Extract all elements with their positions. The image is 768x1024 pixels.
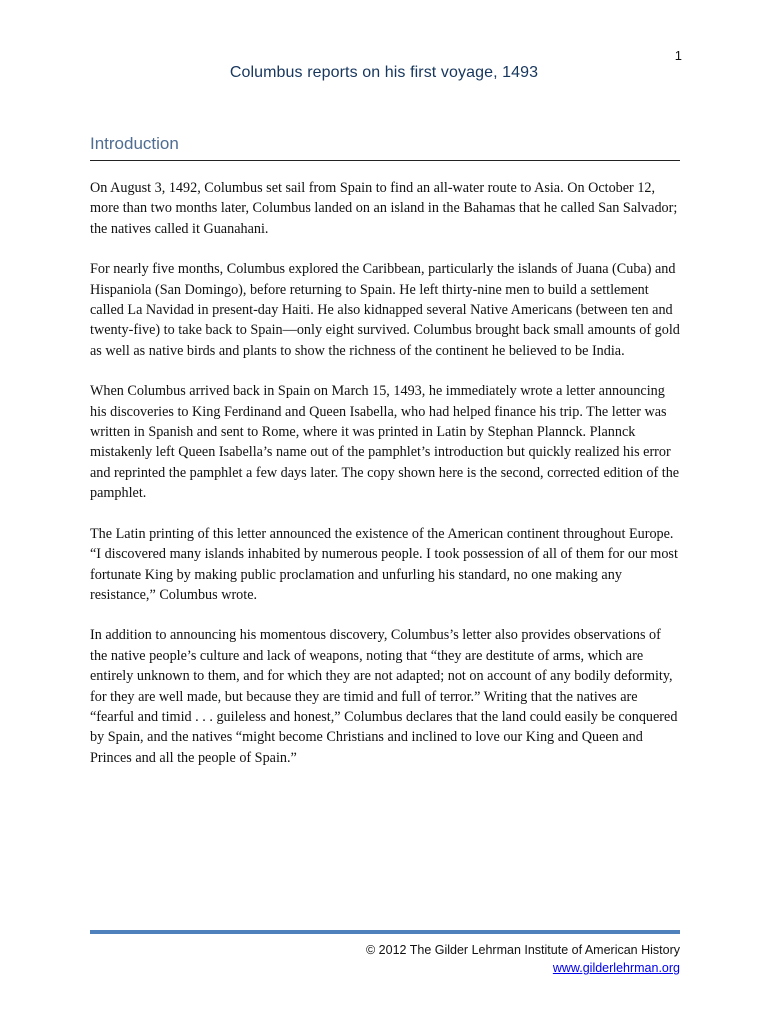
footer-divider — [90, 930, 680, 934]
heading-divider — [90, 160, 680, 161]
paragraph: When Columbus arrived back in Spain on March 15, 1493, he immediately wrote a letter announcing his discoveries to King Ferdinand and Queen Isabella, who had helped finance his trip. The letter was written in Spanish and sent to Rome, where it was printed in Latin by Stephan Plannck. Plannck mistakenly left Queen Isabella’s name out of the pamphlet’s introduction but quickly realized his error and reprinted the pamphlet a few days later. The copy shown here is the second, corrected edition of the pamphlet. — [90, 383, 680, 502]
document-title: Columbus reports on his first voyage, 1493 — [229, 64, 539, 81]
paragraph: For nearly five months, Columbus explored the Caribbean, particularly the islands of Juana (Cuba) and Hispaniola (San Domingo), before returning to Spain. He left thirty-nine men to build a settlement called La Navidad in present-day Haiti. He also kidnapped several Native Americans (between ten and twenty-five) to take back to Spain—only eight survived. Columbus brought back small amounts of gold as well as native birds and plants to show the richness of the continent he believed to be India. — [90, 261, 680, 359]
paragraph: The Latin printing of this letter announced the existence of the American continent throughout Europe. “I discovered many islands inhabited by numerous people. I took possession of all of them for our most fortunate King by making public proclamation and unfurling his standard, no one making any resistance,” Columbus wrote. — [90, 525, 678, 603]
body-text — [90, 178, 680, 788]
paragraph: In addition to announcing his momentous discovery, Columbus’s letter also provides observations of the native people’s culture and lack of weapons, noting that “they are destitute of arms, which are entirely unknown to them, and for which they are not adapted; not on account of any bodily deformity, for they are well made, but because they are timid and full of terror.” Writing that the natives are “fearful and timid . . . guileless and honest,” Columbus declares that the land could easily be conquered by Spain, and the natives “might become Christians and inclined to love our King and Queen and Princes and all the people of Spain.” — [90, 627, 678, 766]
footer-website-link[interactable]: www.gilderlehrman.org — [552, 961, 680, 975]
section-heading: Introduction — [90, 134, 179, 153]
paragraph: On August 3, 1492, Columbus set sail from Spain to find an all-water route to Asia. On October 12, more than two months later, Columbus landed on an island in the Bahamas that he called San Salvador; the natives called it Guanahani. — [90, 180, 678, 237]
footer-copyright: © 2012 The Gilder Lehrman Institute of American History — [366, 943, 680, 957]
page-number: 1 — [674, 48, 682, 63]
